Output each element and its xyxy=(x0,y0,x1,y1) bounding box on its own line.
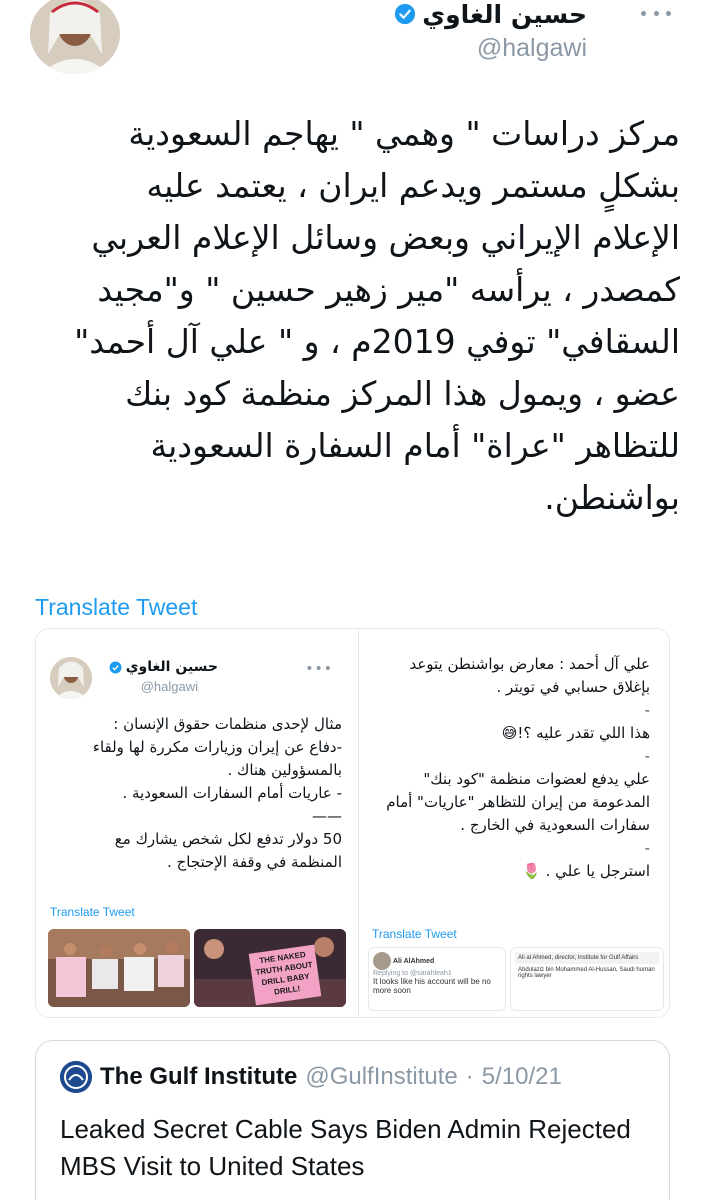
mini-card-line2: Abdulaziz bin Mohammed Al-Hussan, Saudi human rights lawyer xyxy=(518,967,655,979)
quoted-tweet[interactable] xyxy=(35,1040,670,1200)
tweet-line: للتظاهر "عراة" أمام السفارة السعودية xyxy=(150,426,680,465)
right-line: استرجل يا علي . 🌷 xyxy=(522,862,650,880)
gulf-institute-logo-icon xyxy=(60,1061,92,1093)
tweet-header xyxy=(0,0,705,90)
protest-photo-2 xyxy=(194,929,346,1007)
media-image-left[interactable] xyxy=(36,629,359,1017)
tweet-line: الإعلام الإيراني وبعض وسائل الإعلام العربي xyxy=(91,218,680,257)
inner-line: المنظمة في وقفة الإحتجاج . xyxy=(167,853,342,871)
inner-tweet-text xyxy=(50,713,342,874)
right-tweet-text xyxy=(370,653,650,883)
more-options-icon[interactable] xyxy=(641,4,671,22)
right-line: سفارات السعودية في الخارج . xyxy=(460,816,650,834)
mini-tweet-name: Ali AlAhmed xyxy=(392,957,435,965)
right-translate-link: Translate Tweet xyxy=(372,927,457,941)
tweet-line: بشكلٍ مستمر ويدعم ايران ، يعتمد عليه xyxy=(146,166,680,205)
tweet-line: كمصدر ، يرأسه "مير زهير حسين " و"مجيد xyxy=(97,270,680,309)
right-line: علي آل أحمد : معارض بواشنطن يتوعد xyxy=(409,655,650,673)
right-line: بإغلاق حسابي في تويتر . xyxy=(496,678,650,696)
inner-display-name: حسين الغاوي xyxy=(125,659,218,675)
mini-tweet-screenshot xyxy=(368,947,506,1011)
mini-tweet-text: It looks like his account will be no more soon xyxy=(373,977,491,995)
inner-author-name xyxy=(109,659,218,675)
inner-line: —— xyxy=(312,807,342,825)
mini-card-line1: Ali al Ahmed, director, Institute for Gulf Affairs xyxy=(515,952,659,964)
quoted-date[interactable]: 5/10/21 xyxy=(481,1063,562,1090)
inner-line: مثال لإحدى منظمات حقوق الإنسان : xyxy=(113,715,342,733)
mini-tweet-author xyxy=(373,952,501,970)
verified-badge-icon xyxy=(394,3,416,25)
tweet-text xyxy=(20,108,680,524)
quoted-author-name[interactable]: The Gulf Institute xyxy=(100,1063,298,1090)
inner-line: -دفاع عن إيران وزيارات مكررة لها ولقاء xyxy=(92,738,342,756)
mini-avatar xyxy=(373,952,391,970)
inner-avatar xyxy=(50,657,92,699)
right-line: المدعومة من إيران للتظاهر "عاريات" أمام xyxy=(386,793,650,811)
author-handle[interactable]: @halgawi xyxy=(476,34,587,62)
author-name-row xyxy=(394,0,587,28)
tweet-line: السقافي" توفي 2019م ، و " علي آل أحمد" xyxy=(74,322,680,361)
right-line: - xyxy=(644,839,650,857)
separator-dot: · xyxy=(465,1063,474,1090)
inner-translate-link: Translate Tweet xyxy=(50,905,135,919)
inner-handle: @halgawi xyxy=(140,679,198,694)
verified-badge-icon xyxy=(109,661,122,674)
inner-line: 50 دولار تدفع لكل شخص يشارك مع xyxy=(114,830,342,848)
author-display-name[interactable]: حسين الغاوي xyxy=(422,0,587,29)
right-line: علي يدفع لعضوات منظمة "كود بنك" xyxy=(423,770,650,788)
protest-sign-text: THE NAKED TRUTH ABOUT DRILL BABY DRILL! xyxy=(249,945,322,1006)
quoted-author-handle[interactable]: @GulfInstitute xyxy=(305,1063,458,1090)
right-line: هذا اللي تقدر عليه ؟!😅 xyxy=(501,724,650,742)
translate-tweet-link[interactable]: Translate Tweet xyxy=(35,594,198,620)
inner-line: بالمسؤولين هناك . xyxy=(227,761,342,779)
quoted-tweet-text: Leaked Secret Cable Says Biden Admin Rejected MBS Visit to United States xyxy=(60,1114,631,1181)
author-avatar[interactable] xyxy=(30,0,120,74)
right-line: - xyxy=(644,701,650,719)
tweet-line: عضو ، ويمول هذا المركز منظمة كود بنك xyxy=(125,374,680,413)
tweet-line: بواشنطن. xyxy=(544,478,680,517)
mini-tweet-replying: Replying to @sarahleah1 xyxy=(373,970,452,977)
mini-card-screenshot xyxy=(510,947,664,1011)
tweet-line: مركز دراسات " وهمي " يهاجم السعودية xyxy=(128,114,680,153)
media-image-right[interactable] xyxy=(360,629,670,1017)
quoted-tweet-header xyxy=(60,1061,562,1093)
right-line: - xyxy=(644,747,650,765)
more-options-icon: ••• xyxy=(305,661,333,677)
inner-line: - عاريات أمام السفارات السعودية . xyxy=(122,784,342,802)
tweet-media[interactable] xyxy=(35,628,670,1018)
protest-photo-1 xyxy=(48,929,190,1007)
